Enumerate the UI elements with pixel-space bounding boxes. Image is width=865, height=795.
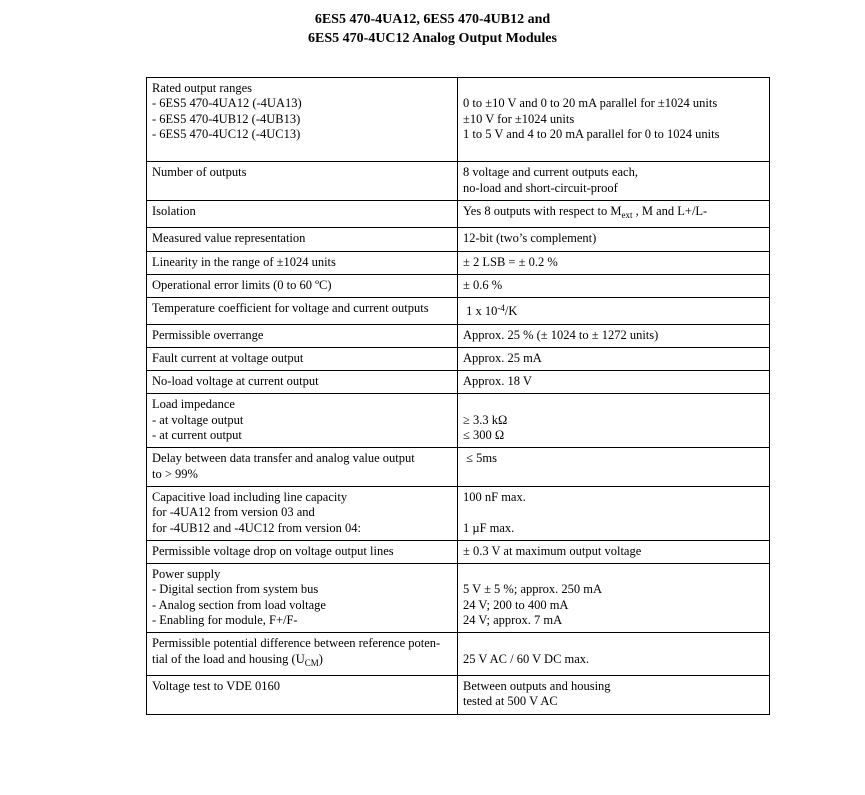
spec-parameter <box>147 251 458 274</box>
spec-parameter <box>147 298 458 324</box>
spec-parameter <box>147 394 458 448</box>
spec-text: - 6ES5 470-4UA12 (-4UA13) <box>152 96 302 111</box>
technical-specifications-table <box>146 77 770 715</box>
spec-text <box>463 397 764 412</box>
spec-row-delay <box>147 448 770 487</box>
spec-text: 1 µF max. <box>463 520 515 535</box>
spec-text: Isolation <box>152 204 196 219</box>
spec-text <box>152 181 452 196</box>
spec-value <box>458 347 770 370</box>
spec-text: Fault current at voltage output <box>152 350 304 365</box>
spec-text: 24 V; 200 to 400 mA <box>463 597 569 612</box>
spec-text: Approx. 18 V <box>463 374 532 389</box>
spec-value <box>458 394 770 448</box>
spec-value <box>458 251 770 274</box>
subscript-text: ext <box>621 210 633 221</box>
spec-text: Linearity in the range of ±1024 units <box>152 254 336 269</box>
spec-text: - Digital section from system bus <box>152 582 319 597</box>
spec-value <box>458 448 770 487</box>
spec-row-linearity <box>147 251 770 274</box>
spec-text: Rated output ranges <box>152 81 252 95</box>
spec-text: , M and L+/L- <box>632 204 708 219</box>
spec-text: Operational error limits (0 to 60 ºC) <box>152 277 332 292</box>
spec-text: Permissible overrange <box>152 327 264 342</box>
spec-row-voltage-test <box>147 675 770 714</box>
spec-row-potential-difference <box>147 633 770 676</box>
spec-parameter <box>147 347 458 370</box>
document-title <box>0 10 865 48</box>
spec-row-voltage-drop <box>147 540 770 563</box>
spec-text: 0 to ±10 V and 0 to 20 mA parallel for ±1024 units <box>463 96 718 111</box>
spec-text: Voltage test to VDE 0160 <box>152 678 281 693</box>
spec-row-permissible-overrange <box>147 324 770 347</box>
spec-text <box>463 467 764 482</box>
spec-text: 5 V ± 5 %; approx. 250 mA <box>463 582 603 597</box>
spec-parameter <box>147 448 458 487</box>
spec-parameter <box>147 371 458 394</box>
title-line-1: 6ES5 470-4UA12, 6ES5 470-4UB12 and <box>314 12 551 27</box>
spec-text: - 6ES5 470-4UC12 (-4UC13) <box>152 126 301 141</box>
spec-text: Temperature coefficient for voltage and current outputs <box>152 301 429 316</box>
spec-text: Number of outputs <box>152 165 247 180</box>
spec-value <box>458 564 770 633</box>
spec-text: - Enabling for module, F+/F- <box>152 613 298 628</box>
spec-row-measured-value-representation <box>147 228 770 251</box>
spec-text: ±10 V for ±1024 units <box>463 111 575 126</box>
spec-value <box>458 274 770 297</box>
spec-parameter <box>147 274 458 297</box>
spec-text: ≤ 5ms <box>466 451 497 466</box>
spec-text: ) <box>318 651 323 666</box>
spec-text: 25 V AC / 60 V DC max. <box>463 651 590 666</box>
spec-parameter <box>147 78 458 162</box>
spec-text: Permissible voltage drop on voltage output lines <box>152 543 394 558</box>
spec-text <box>463 567 764 582</box>
spec-value <box>458 371 770 394</box>
spec-parameter <box>147 633 458 676</box>
spec-value <box>458 228 770 251</box>
spec-text: Power supply <box>152 567 221 582</box>
spec-row-no-load-voltage <box>147 371 770 394</box>
spec-parameter <box>147 201 458 228</box>
spec-text: 1 to 5 V and 4 to 20 mA parallel for 0 to 1024 units <box>463 126 720 141</box>
spec-value <box>458 298 770 324</box>
spec-text: - at voltage output <box>152 412 244 427</box>
subscript-text: CM <box>304 657 319 668</box>
spec-text: 24 V; approx. 7 mA <box>463 613 563 628</box>
spec-row-capacitive-load <box>147 486 770 540</box>
superscript-text: -4 <box>497 303 505 314</box>
spec-text <box>463 505 764 520</box>
spec-text: Yes 8 outputs with respect to M <box>463 204 622 219</box>
spec-text: ≥ 3.3 kΩ <box>463 412 508 427</box>
spec-value <box>458 324 770 347</box>
spec-text: no-load and short-circuit-proof <box>463 180 618 195</box>
spec-text-line <box>463 451 764 466</box>
spec-value <box>458 540 770 563</box>
spec-value <box>458 633 770 676</box>
spec-row-number-of-outputs <box>147 162 770 201</box>
spec-text: Load impedance <box>152 397 235 412</box>
spec-value <box>458 675 770 714</box>
spec-text: - 6ES5 470-4UB12 (-4UB13) <box>152 111 301 126</box>
spec-text: Capacitive load including line capacity <box>152 489 348 504</box>
spec-text: ≤ 300 Ω <box>463 428 505 443</box>
spec-text-line <box>463 301 764 319</box>
spec-text: ± 2 LSB = ± 0.2 % <box>463 254 558 269</box>
spec-value <box>458 162 770 201</box>
spec-text: Permissible potential difference between reference poten- <box>152 636 441 651</box>
spec-text: 8 voltage and current outputs each, <box>463 165 638 180</box>
spec-parameter <box>147 228 458 251</box>
spec-text: - Analog section from load voltage <box>152 597 326 612</box>
spec-text <box>463 636 764 651</box>
spec-parameter <box>147 486 458 540</box>
spec-parameter <box>147 540 458 563</box>
spec-text: Measured value representation <box>152 231 306 246</box>
spec-text: tial of the load and housing (U <box>152 651 305 666</box>
spec-row-isolation <box>147 201 770 228</box>
spec-row-temperature-coefficient <box>147 298 770 324</box>
spec-text: Delay between data transfer and analog value output <box>152 451 415 466</box>
spec-text: Approx. 25 mA <box>463 350 542 365</box>
spec-text: - at current output <box>152 428 242 443</box>
spec-value <box>458 486 770 540</box>
spec-text: 1 x 10 <box>466 304 498 319</box>
spec-text: 100 nF max. <box>463 489 526 504</box>
spec-text: to > 99% <box>152 466 198 481</box>
spec-text: /K <box>504 304 518 319</box>
spec-text: ± 0.3 V at maximum output voltage <box>463 543 642 558</box>
spec-text: tested at 500 V AC <box>463 694 558 709</box>
spec-text-line <box>152 652 452 671</box>
spec-text <box>463 81 764 96</box>
spec-text: for -4UA12 from version 03 and <box>152 505 315 520</box>
spec-row-rated-output-ranges <box>147 78 770 162</box>
spec-text: Between outputs and housing <box>463 678 611 693</box>
spec-text <box>463 142 764 157</box>
spec-text: 12-bit (two’s complement) <box>463 231 597 246</box>
spec-text: No-load voltage at current output <box>152 374 319 389</box>
spec-row-fault-current <box>147 347 770 370</box>
spec-value <box>458 201 770 228</box>
spec-text-line <box>463 204 764 223</box>
spec-text: ± 0.6 % <box>463 277 503 292</box>
spec-text: for -4UB12 and -4UC12 from version 04: <box>152 520 361 535</box>
spec-row-power-supply <box>147 564 770 633</box>
spec-text: Approx. 25 % (± 1024 to ± 1272 units) <box>463 327 659 342</box>
spec-parameter <box>147 675 458 714</box>
spec-parameter <box>147 162 458 201</box>
title-line-2: 6ES5 470-4UC12 Analog Output Modules <box>308 31 557 46</box>
spec-parameter <box>147 564 458 633</box>
spec-text <box>152 142 452 157</box>
spec-row-load-impedance <box>147 394 770 448</box>
spec-parameter <box>147 324 458 347</box>
spec-row-operational-error-limits <box>147 274 770 297</box>
spec-value <box>458 78 770 162</box>
